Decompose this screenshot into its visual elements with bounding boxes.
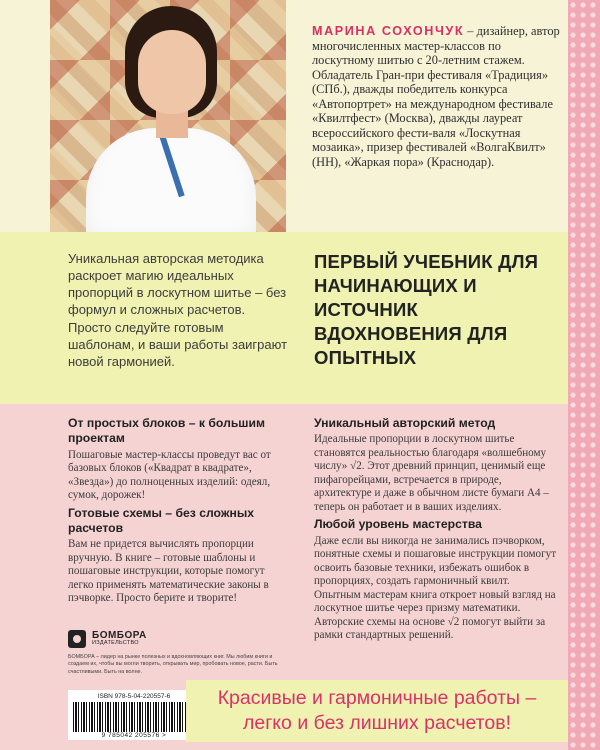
slogan-line-2: легко и без лишних расчетов! <box>242 712 512 735</box>
author-bio <box>312 24 562 169</box>
feature-heading: От простых блоков – к большим проектам <box>68 416 265 446</box>
publisher-text: БОМБОРА – лидер на рынке полезных и вдохновляющих книг. Мы любим книги и создаем их, чтобы вы могли творить, открывать мир, пробовать новое, расти. Быть счастливыми. Быть на волне. <box>68 654 278 675</box>
feature-text: Вам не придется вычислять пропорции вручную. В книге – готовые шаблоны и пошаговые инструкции, которые помогут легко применять математические законы в пэчворке. Просто берите и творите! <box>68 538 269 605</box>
author-section <box>0 0 568 232</box>
publisher-brand: БОМБОРА <box>92 630 147 642</box>
intro-title: ПЕРВЫЙ УЧЕБНИК ДЛЯ НАЧИНАЮЩИХ И ИСТОЧНИК ВДОХНОВЕНИЯ ДЛЯ ОПЫТНЫХ <box>314 251 539 369</box>
author-photo <box>50 0 286 232</box>
feature-text: Даже если вы никогда не занимались пэчворком, понятные схемы и пошаговые инструкции помогут освоить базовые техники, избежать ошибок в пропорциях, создать гармоничный квилт. Опытным мастерам книга откроет новый взгляд на лоскутное шитье через призму математики. Авторские схемы на основе √2 помогут выйти за рамки стандартных решений. <box>314 534 557 642</box>
intro-section <box>0 232 568 404</box>
slogan-line-1: Красивые и гармоничные работы – <box>217 687 537 709</box>
isbn-label: ISBN 978-5-04-220557-6 <box>97 693 171 700</box>
feature-text: Идеальные пропорции в лоскутном шитье становятся реальностью благодаря «волшебному числу» √2. Этот древний принцип, ценимый еще пифагорейцами, встречается в природе, архитектуре и даже в обычном листе бумаги А4 – теперь он работает и в ваших изделиях. <box>314 433 549 513</box>
slogan-banner <box>186 680 568 742</box>
feature-heading: Готовые схемы – без сложных расчетов <box>68 505 255 535</box>
features-right <box>314 416 558 646</box>
intro-text: Уникальная авторская методика раскроет магию идеальных пропорций в лоскутном шитье – без формул и сложных расчетов. Просто следуйте готовым шаблонам, и ваши работы заиграют новой гармонией. <box>68 251 288 369</box>
publisher-sub: ИЗДАТЕЛЬСТВО <box>92 640 139 647</box>
barcode <box>68 690 200 740</box>
publisher-block <box>68 630 290 676</box>
author-name: МАРИНА СОХОНЧУК <box>312 24 465 38</box>
feature-heading: Любой уровень мастерства <box>314 517 482 532</box>
barcode-bars <box>73 702 195 732</box>
publisher-logo-icon <box>68 630 86 648</box>
features-left <box>68 416 290 609</box>
publisher-logo <box>68 630 290 648</box>
decorative-stripe <box>568 0 600 750</box>
author-bio-text: – дизайнер, автор многочисленных мастер-классов по лоскутному шитью с 20-летним стажем. Обладатель Гран-при фестиваля «Традиция» (СПб.), дважды победитель конкурса «Автопортрет» на международном фестивале «Квилтфест» (Москва), дважды лауреат всероссийского фести-валя «Лоскутная мозаика», призер фестивалей «ВолгаКвилт» (НН), «Жаркая пора» (Краснодар). <box>312 24 560 169</box>
feature-text: Пошаговые мастер-классы проведут вас от базовых блоков («Квадрат в квадрате», «Звезда») до полноценных изделий: одеял, сумок, дорожек! <box>68 448 271 502</box>
barcode-number: 9 785042 205576 > <box>101 732 167 739</box>
feature-heading: Уникальный авторский метод <box>314 416 496 430</box>
